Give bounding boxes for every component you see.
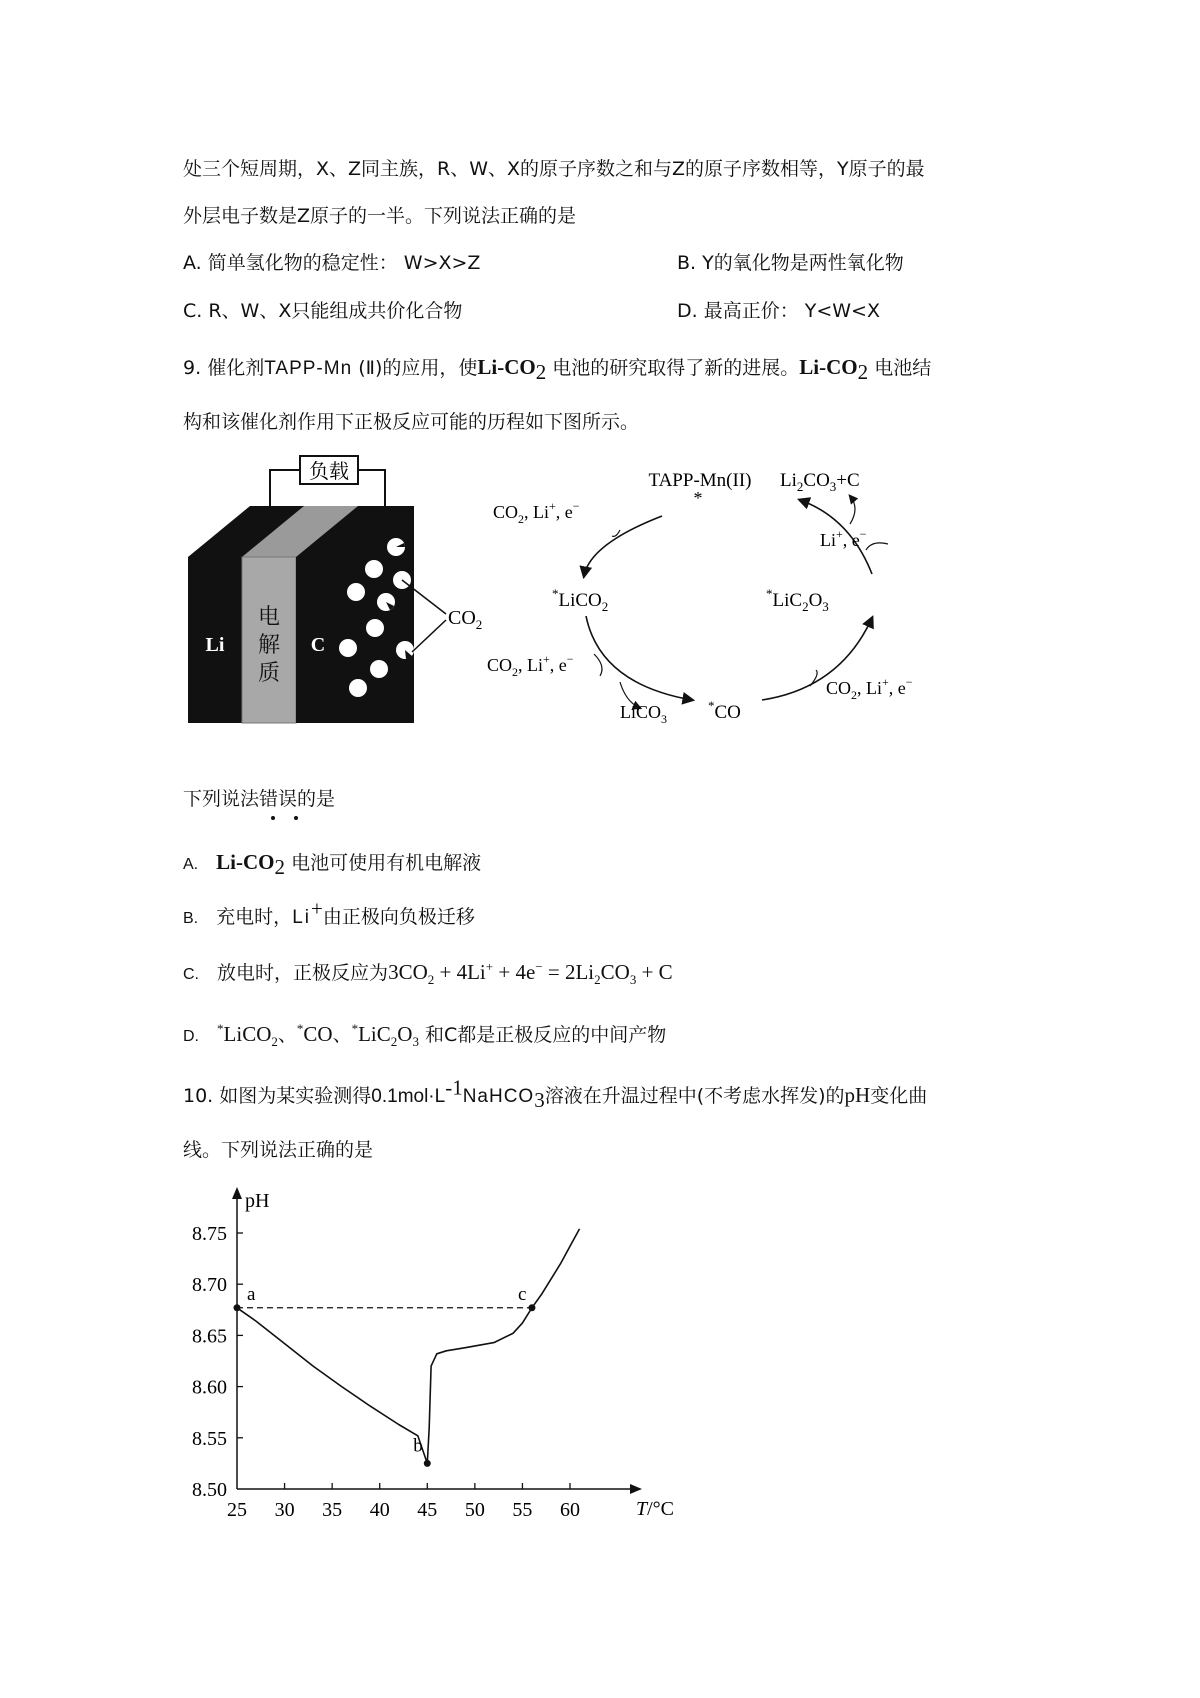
- cycle-node-lic2o3: $^*LiC_2O_3$: [766, 586, 829, 614]
- q9-stem-part-c: 电池的研究取得了新的进展。: [552, 357, 800, 379]
- q9-catalyst: TAPP-Mn: [264, 358, 353, 379]
- cycle-node-co: *CO: [708, 698, 741, 723]
- cycle-input-bottom-right: $CO_2$, Li+, e−: [826, 675, 913, 702]
- y-tick-label: 8.60: [192, 1376, 227, 1399]
- q8-option-a: A. 简单氢化物的稳定性： W>X>Z: [183, 252, 481, 274]
- cycle-node-lico2: *LiCO$_2$: [552, 586, 609, 614]
- x-tick-label: 35: [322, 1499, 343, 1521]
- q9-stem-part-b: 的应用，使: [382, 357, 478, 379]
- co2-label: $CO_2$: [448, 607, 483, 632]
- cycle-top-label: TAPP-Mn(II): [648, 470, 752, 491]
- q9-battery-name-2: Li-CO: [799, 355, 858, 379]
- q9-stem-line1: 9. 催化剂TAPP-Mn (Ⅱ)的应用，使$Li-CO_2$ 电池的研究取得了新的进展。$Li-CO_2$ 电池结: [183, 355, 932, 384]
- emphasis-dot-2: [294, 816, 298, 820]
- electrolyte-char-2: 解: [257, 633, 281, 658]
- x-axis-arrow: [630, 1484, 642, 1494]
- point-c: [528, 1304, 535, 1311]
- q9-option-d: D. *LiCO$_2$、*CO、$^*LiC_2O_3$ 和C都是正极反应的中间产物: [183, 1021, 667, 1050]
- electrolyte-char-3: 质: [257, 661, 281, 686]
- y-axis-arrow: [232, 1187, 242, 1199]
- y-tick-label: 8.70: [192, 1274, 227, 1297]
- y-axis-label: pH: [245, 1190, 270, 1212]
- y-tick-label: 8.50: [192, 1479, 227, 1501]
- q9-option-a: A. $Li-CO_2$ 电池可使用有机电解液: [183, 850, 482, 879]
- q9-prompt: 下列说法错误的是: [183, 788, 336, 810]
- y-tick-label: 8.75: [192, 1223, 227, 1245]
- q9-option-c-equation: $3CO_2 + 4Li^+ + 4e^- = 2Li_2CO_3 + C$: [388, 959, 673, 988]
- q10-stem-line1: 10. 如图为某实验测得$0.1mol\cdot L^{-1}NaHCO_3$溶液在升温过程中(不考虑水挥发)的pH变化曲: [183, 1075, 928, 1112]
- ph-curve: [237, 1229, 580, 1464]
- y-tick-label: 8.65: [192, 1325, 227, 1348]
- x-tick-label: 55: [512, 1499, 533, 1521]
- x-tick-label: 30: [274, 1499, 295, 1521]
- electrolyte-char-1: 电: [257, 605, 281, 630]
- y-tick-label: 8.55: [192, 1427, 227, 1450]
- cycle-output-top-right: $Li_2CO_3+C$: [780, 470, 860, 494]
- q9-battery-name-1: Li-CO: [477, 355, 536, 379]
- point-b: [424, 1460, 431, 1467]
- battery-figure: [180, 452, 520, 732]
- emphasis-dot-1: [271, 816, 275, 820]
- q9-stem-part-a: 催化剂: [207, 357, 265, 379]
- q10-number: 10.: [183, 1085, 214, 1107]
- anode-label: Li: [205, 634, 225, 656]
- q9-stem-line2: 构和该催化剂作用下正极反应可能的历程如下图所示。: [183, 411, 640, 433]
- q9-catalyst-ox: (Ⅱ): [358, 357, 383, 379]
- catalytic-cycle: [487, 456, 1000, 746]
- cycle-input-top-left: $CO_2$, Li+, e−: [493, 499, 580, 526]
- x-tick-label: 60: [560, 1499, 580, 1521]
- q8-option-b: B. Y的氧化物是两性氧化物: [677, 252, 904, 274]
- q8-option-c: C. R、W、X只能组成共价化合物: [183, 300, 463, 322]
- point-label-b: b: [413, 1435, 423, 1457]
- point-label-a: a: [247, 1283, 256, 1305]
- cycle-top-star: *: [693, 488, 703, 508]
- q9-option-c: C. 放电时，正极反应为$3CO_2 + 4Li^+ + 4e^- = 2Li_2CO_3 + C$: [183, 959, 673, 988]
- x-tick-label: 50: [464, 1499, 485, 1521]
- x-axis-label: T/°C: [636, 1498, 675, 1520]
- point-a: [234, 1304, 241, 1311]
- cycle-input-right: Li+, e−: [820, 527, 867, 550]
- q9-option-b: B. 充电时，Li+由正极向负极迁移: [183, 896, 475, 928]
- q8-stem-line2: 外层电子数是Z原子的一半。下列说法正确的是: [183, 205, 577, 227]
- q8-stem-line1: 处三个短周期，X、Z同主族，R、W、X的原子序数之和与Z的原子序数相等，Y原子的最: [183, 158, 925, 180]
- x-tick-label: 25: [227, 1499, 247, 1521]
- ph-temperature-chart: [170, 1185, 690, 1525]
- q10-stem-line2: 线。下列说法正确的是: [183, 1139, 374, 1161]
- q8-option-d: D. 最高正价： Y<W<X: [677, 300, 880, 322]
- load-label: 负载: [309, 459, 349, 483]
- cathode-label: C: [310, 634, 326, 656]
- x-tick-label: 40: [369, 1499, 390, 1521]
- q9-stem-part-d: 电池结: [874, 357, 932, 379]
- cycle-input-bottom-left: $CO_2$, Li+, e−: [487, 652, 574, 679]
- cycle-output-bottom-left: LiCO$_3$: [620, 702, 668, 726]
- x-tick-label: 45: [417, 1499, 438, 1521]
- q9-number: 9.: [183, 357, 202, 379]
- point-label-c: c: [517, 1283, 527, 1305]
